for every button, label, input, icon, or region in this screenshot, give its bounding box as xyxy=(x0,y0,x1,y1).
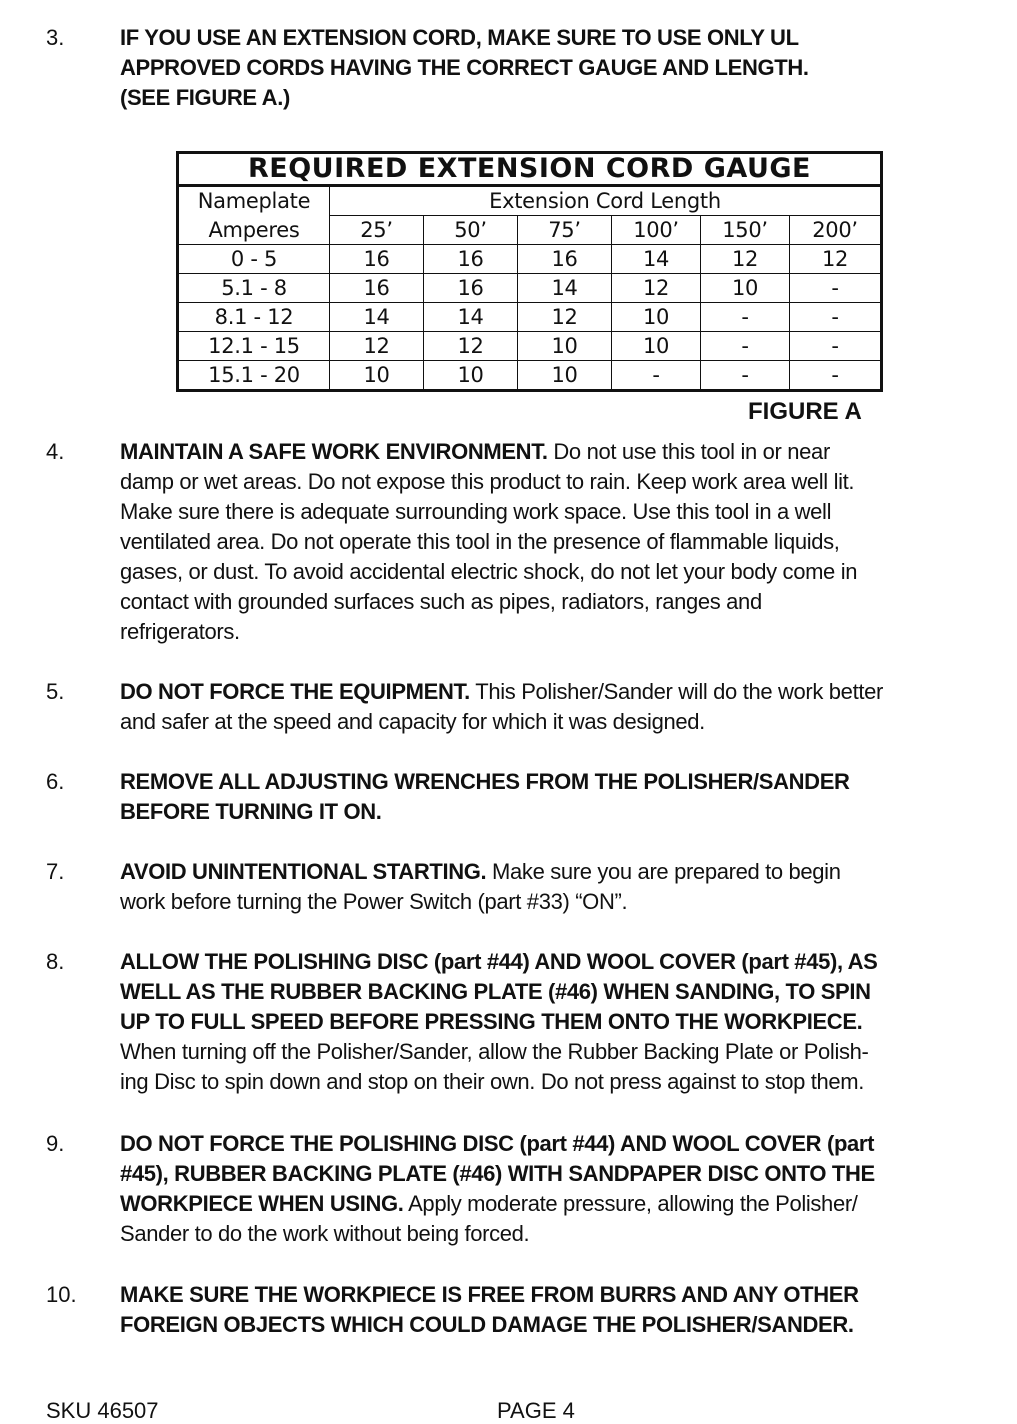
table-row xyxy=(178,303,882,332)
item-number: 8. xyxy=(46,949,65,974)
gauge-cell: 12 xyxy=(790,245,882,274)
gauge-cell: 16 xyxy=(424,274,518,303)
item-number: 9. xyxy=(46,1131,65,1156)
amps-cell: 0 - 5 xyxy=(178,245,330,274)
item-text: IF YOU USE AN EXTENSION CORD, MAKE SURE TO USE ONLY UL APPROVED CORDS HAVING THE CORRECT GAUGE AND LENGTH. (SEE FIGURE A.) xyxy=(120,25,809,110)
table-length-row xyxy=(178,216,882,245)
gauge-cell: 10 xyxy=(701,274,790,303)
gauge-cell: - xyxy=(790,361,882,391)
gauge-cell: 16 xyxy=(518,245,612,274)
gauge-cell: 10 xyxy=(330,361,424,391)
length-cell: 25’ xyxy=(330,216,424,245)
gauge-cell: 16 xyxy=(330,245,424,274)
item-text: MAKE SURE THE WORKPIECE IS FREE FROM BURRS AND ANY OTHER FOREIGN OBJECTS WHICH COULD DAMAGE THE POLISHER/SANDER. xyxy=(120,1282,859,1337)
gauge-cell: 12 xyxy=(701,245,790,274)
item-number: 3. xyxy=(46,25,65,50)
gauge-cell: - xyxy=(701,361,790,391)
gauge-cell: 10 xyxy=(612,303,701,332)
amps-cell: 8.1 - 12 xyxy=(178,303,330,332)
item-number: 5. xyxy=(46,679,65,704)
item-text: MAINTAIN A SAFE WORK ENVIRONMENT. Do not use this tool in or near damp or wet areas. Do not expose this product to rain. Keep work area well lit. Make sure there is adequate surrounding work space. Use this tool in a well ventilated area. Do not operate this tool in the presence of flammable liquids, gases, or dust. To avoid accidental electric shock, do not let your body come in contact with grounded surfaces such as pipes, radiators, ranges and refrigerators. xyxy=(120,439,858,644)
length-cell: 50’ xyxy=(424,216,518,245)
gauge-cell: - xyxy=(790,274,882,303)
gauge-cell: 12 xyxy=(612,274,701,303)
length-cell: 100’ xyxy=(612,216,701,245)
item-number: 10. xyxy=(46,1282,77,1307)
gauge-cell: - xyxy=(790,303,882,332)
amps-cell: 5.1 - 8 xyxy=(178,274,330,303)
item-text: DO NOT FORCE THE EQUIPMENT. This Polisher/Sander will do the work better and safer at the speed and capacity for which it was designed. xyxy=(120,679,883,734)
amps-cell: 15.1 - 20 xyxy=(178,361,330,391)
item-number: 7. xyxy=(46,859,65,884)
length-cell: 150’ xyxy=(701,216,790,245)
table-row xyxy=(178,361,882,391)
gauge-cell: 14 xyxy=(330,303,424,332)
table-row xyxy=(178,332,882,361)
table-row xyxy=(178,245,882,274)
item-text: DO NOT FORCE THE POLISHING DISC (part #44) AND WOOL COVER (part #45), RUBBER BACKING PLATE (#46) WITH SANDPAPER DISC ONTO THE WORKPIECE WHEN USING. Apply moderate pressure, allowing the Polisher/ Sander to do the work without being forced. xyxy=(120,1131,875,1246)
footer-page-number: PAGE 4 xyxy=(497,1398,575,1423)
item-text: ALLOW THE POLISHING DISC (part #44) AND WOOL COVER (part #45), AS WELL AS THE RUBBER BACKING PLATE (#46) WHEN SANDING, TO SPIN UP TO FULL SPEED BEFORE PRESSING THEM ONTO THE WORKPIECE. When turning off the Polisher/Sander, allow the Rubber Backing Plate or Polish- ing Disc to spin down and stop on their own. Do not press against to stop them. xyxy=(120,949,878,1094)
gauge-cell: 12 xyxy=(330,332,424,361)
gauge-cell: - xyxy=(701,303,790,332)
extension-cord-gauge-table xyxy=(176,151,883,392)
length-cell: 75’ xyxy=(518,216,612,245)
table-row xyxy=(178,274,882,303)
gauge-cell: 10 xyxy=(612,332,701,361)
gauge-cell: - xyxy=(612,361,701,391)
item-number: 6. xyxy=(46,769,65,794)
table-title-row xyxy=(178,153,882,186)
amperes-header: Amperes xyxy=(178,216,330,245)
gauge-cell: - xyxy=(790,332,882,361)
figure-label: FIGURE A xyxy=(748,398,862,425)
length-header: Extension Cord Length xyxy=(330,186,882,216)
gauge-cell: - xyxy=(701,332,790,361)
table-title: REQUIRED EXTENSION CORD GAUGE xyxy=(178,153,882,186)
gauge-cell: 12 xyxy=(424,332,518,361)
gauge-cell: 12 xyxy=(518,303,612,332)
nameplate-header: Nameplate xyxy=(178,186,330,216)
gauge-cell: 14 xyxy=(612,245,701,274)
gauge-cell: 14 xyxy=(424,303,518,332)
item-text: AVOID UNINTENTIONAL STARTING. Make sure you are prepared to begin work before turning the Power Switch (part #33) “ON”. xyxy=(120,859,841,914)
length-cell: 200’ xyxy=(790,216,882,245)
gauge-cell: 10 xyxy=(518,332,612,361)
gauge-cell: 10 xyxy=(518,361,612,391)
gauge-cell: 16 xyxy=(330,274,424,303)
amps-cell: 12.1 - 15 xyxy=(178,332,330,361)
item-text: REMOVE ALL ADJUSTING WRENCHES FROM THE POLISHER/SANDER BEFORE TURNING IT ON. xyxy=(120,769,850,824)
footer-sku: SKU 46507 xyxy=(46,1398,159,1423)
table-header-row xyxy=(178,186,882,216)
gauge-cell: 10 xyxy=(424,361,518,391)
gauge-cell: 16 xyxy=(424,245,518,274)
item-number: 4. xyxy=(46,439,65,464)
gauge-cell: 14 xyxy=(518,274,612,303)
